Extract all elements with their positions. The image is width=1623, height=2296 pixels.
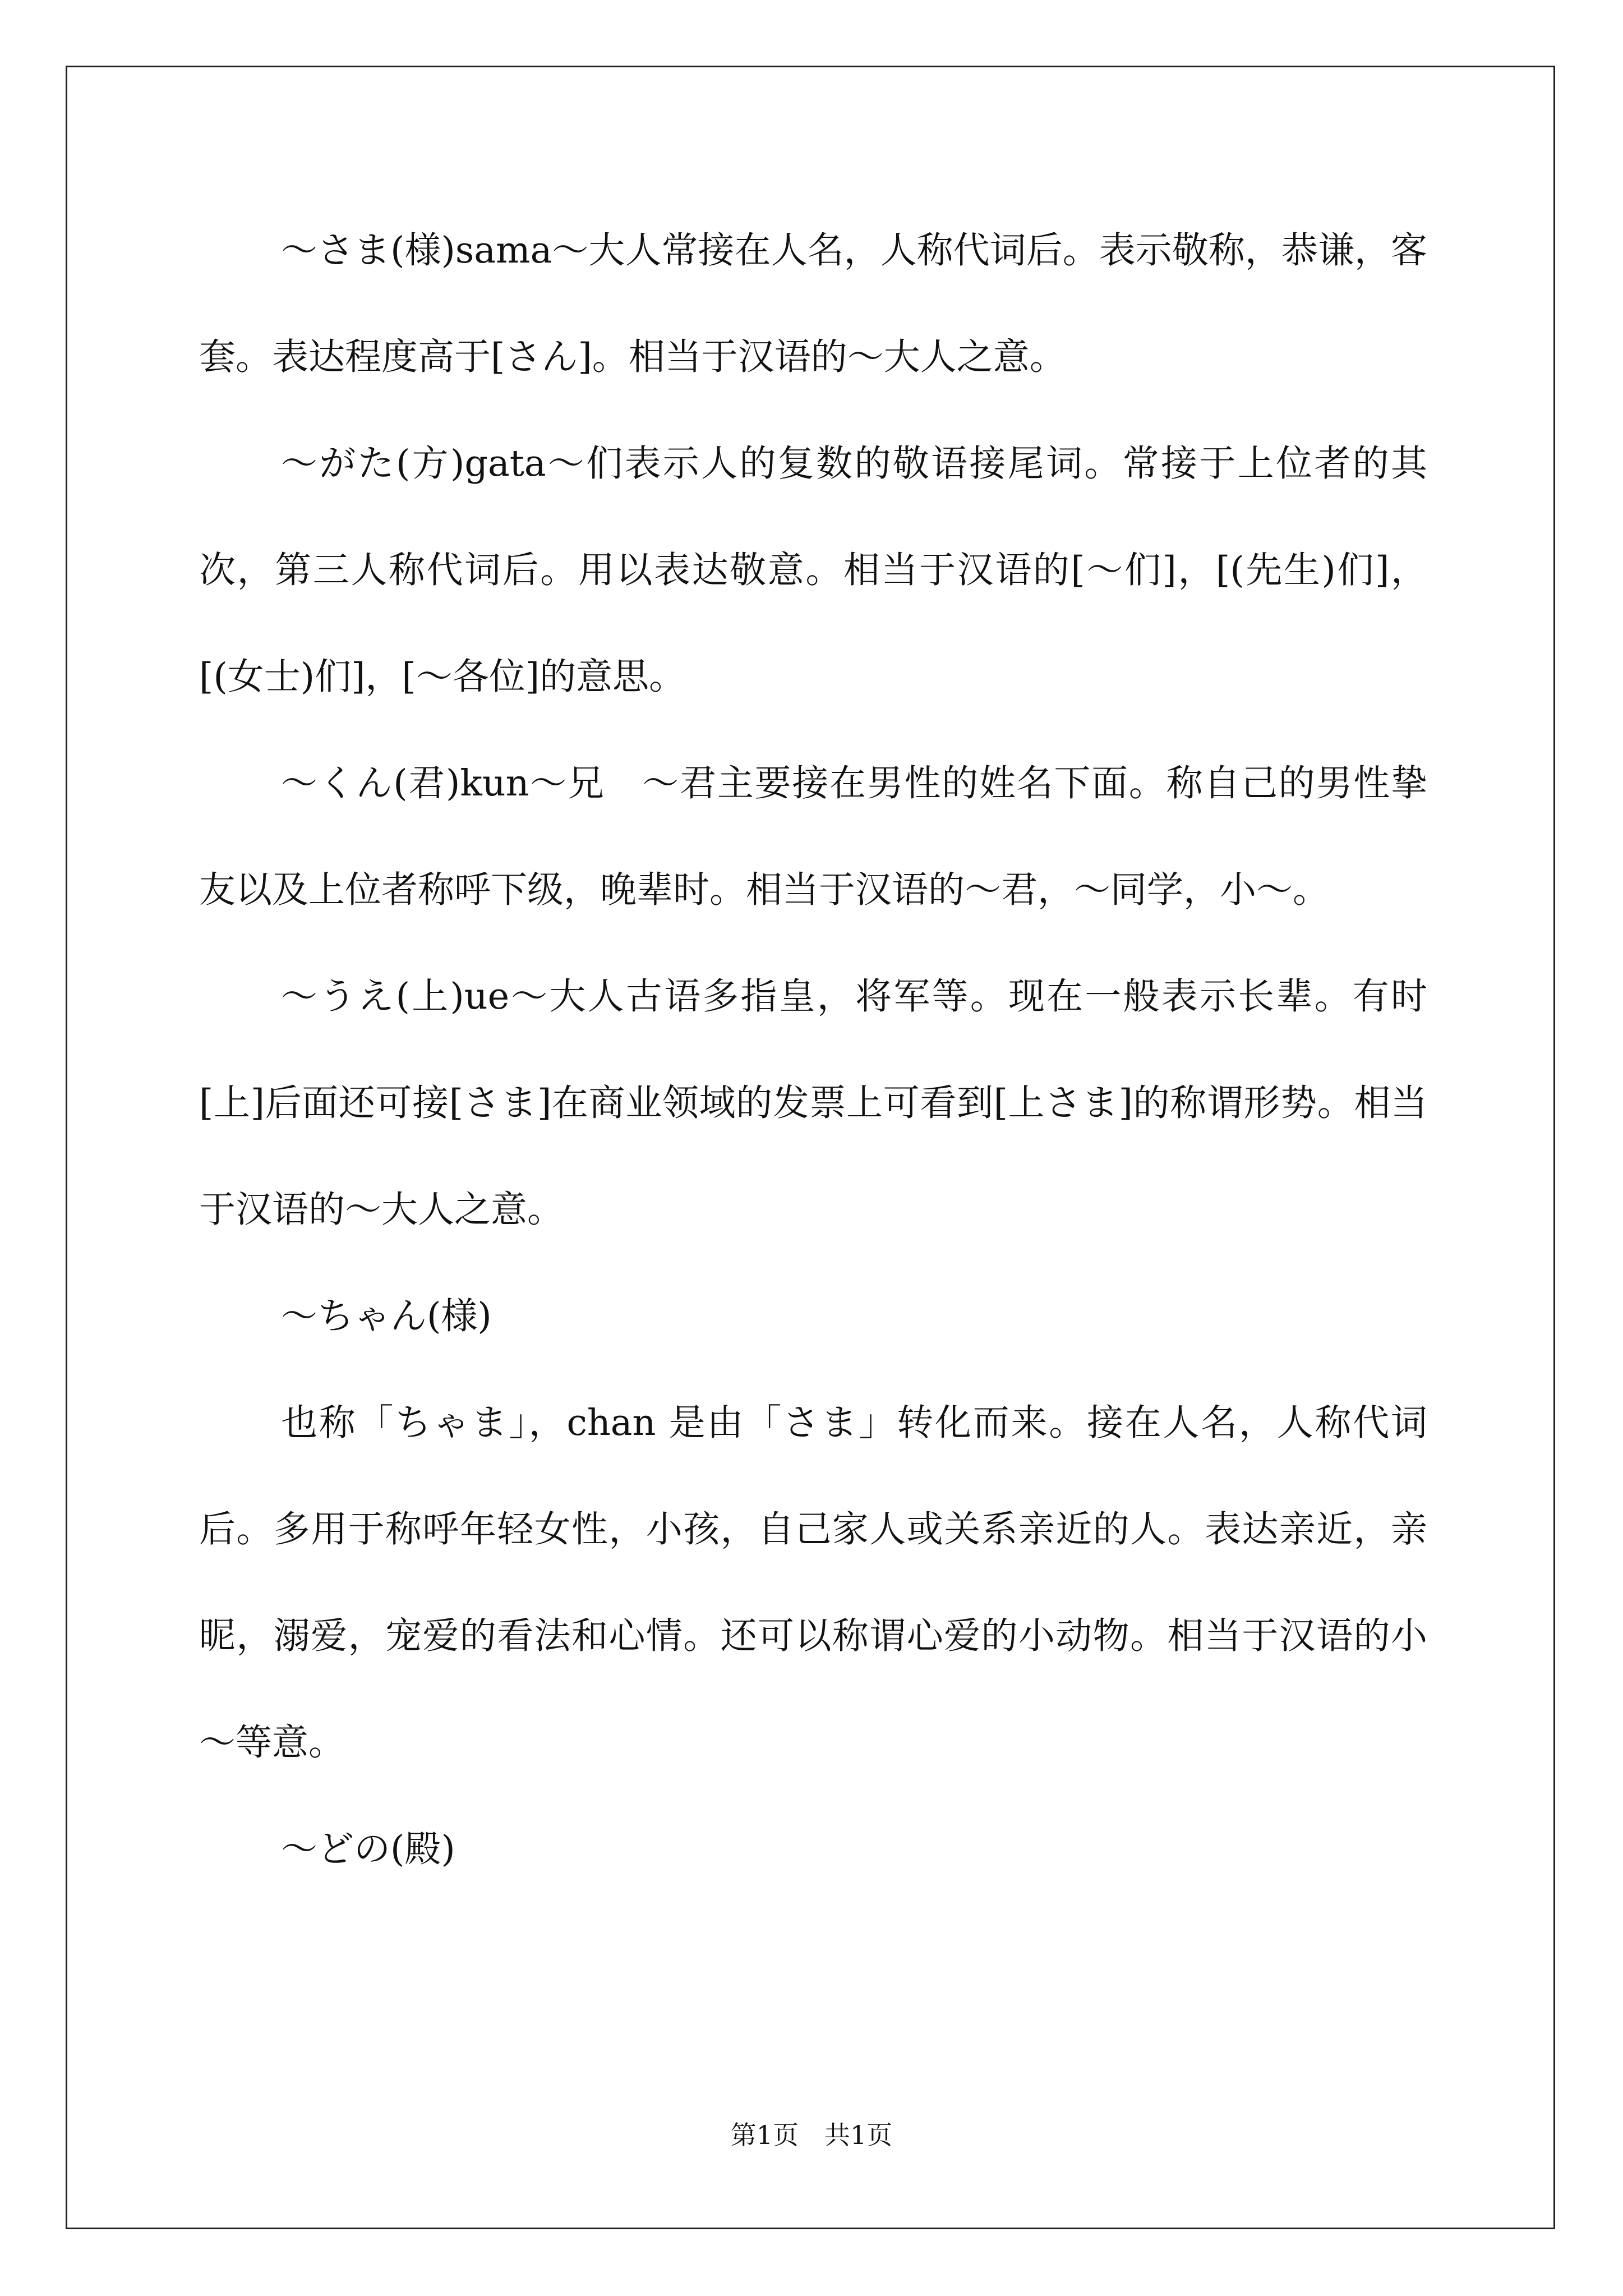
paragraph-kun: ～くん(君)kun～兄 ～君主要接在男性的姓名下面。称自己的男性挚友以及上位者称呼下级，晚辈时。相当于汉语的～君，～同学，小～。: [199, 762, 1427, 911]
paragraph-chan: 也称「ちゃま」，chan 是由「さま」转化而来。接在人名，人称代词后。多用于称呼年轻女性，小孩，自己家人或关系亲近的人。表达亲近，亲昵，溺爱，宠爱的看法和心情。还可以称谓心爱的小动物。相当于汉语的小～等意。: [199, 1402, 1427, 1764]
paragraph-sama: ～さま(様)sama～大人常接在人名，人称代词后。表示敬称，恭谦，客套。表达程度高于[さん]。相当于汉语的～大人之意。: [199, 229, 1427, 378]
page-number: 第1页 共1页: [730, 2120, 893, 2150]
paragraph-dono-heading: ～どの(殿): [281, 1828, 455, 1870]
document-body: [199, 197, 1427, 1903]
paragraph-gata: ～がた(方)gata～们表示人的复数的敬语接尾词。常接于上位者的其次，第三人称代词后。用以表达敬意。相当于汉语的[～们]，[(先生)们]，[(女士)们]，[～各位]的意思。: [199, 443, 1427, 698]
paragraph-ue: ～うえ(上)ue～大人古语多指皇，将军等。现在一般表示长辈。有时[上]后面还可接[さま]在商业领域的发票上可看到[上さま]的称谓形势。相当于汉语的～大人之意。: [199, 976, 1427, 1231]
paragraph-chan-heading: ～ちゃん(様): [281, 1295, 492, 1337]
